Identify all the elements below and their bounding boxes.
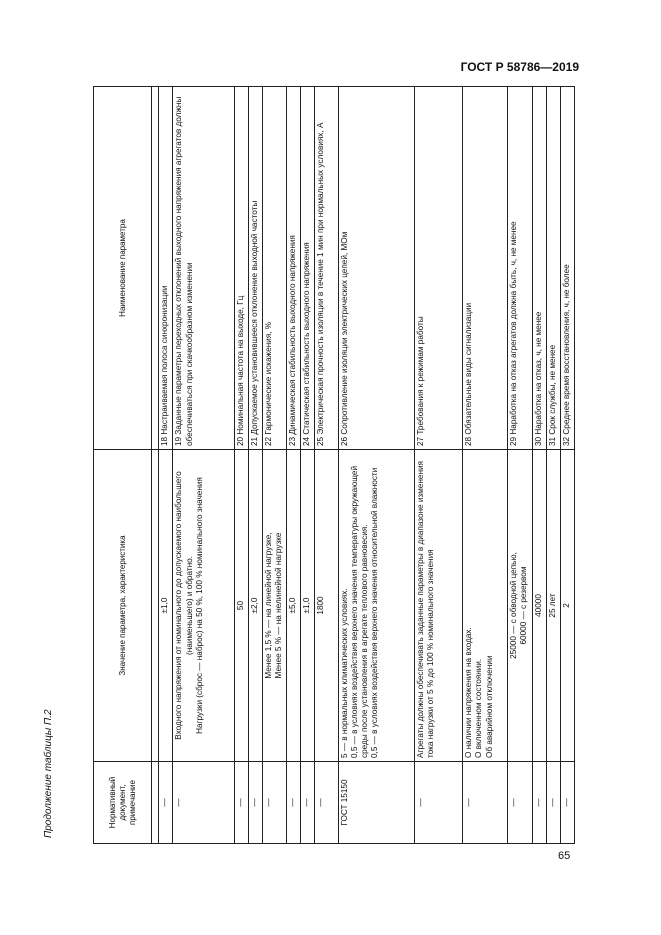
cell-parameter-name: 25 Электрическая прочность изоляции в течение 1 мин при нормальных условиях, А <box>315 87 338 450</box>
cell-doc: — <box>315 762 338 844</box>
cell-doc: — <box>463 762 507 844</box>
cell-parameter-name: 23 Динамическая стабильность выходного напряжения <box>287 87 301 450</box>
column-header-name: Наименование параметра <box>94 87 152 450</box>
cell-doc: — <box>159 762 173 844</box>
cell-value <box>532 450 546 762</box>
cell-parameter-name: 22 Гармонические искажения, % <box>262 87 287 450</box>
cell-parameter-name: 26 Сопротивление изоляции электрических цепей, МОм <box>338 87 414 450</box>
cell-parameter-name: 29 Наработка на отказ агрегатов должна быть, ч, не менее <box>507 87 532 450</box>
cell-parameter-name: 19 Заданные параметры переходных отклонений выходного напряжения агрегатов должны обеспечиваться при скачкообразном изменении <box>173 87 234 450</box>
cell-doc: — <box>301 762 315 844</box>
cell-doc: — <box>173 762 234 844</box>
table-row <box>301 87 315 844</box>
cell-parameter-name: 24 Статическая стабильность выходного напряжения <box>301 87 315 450</box>
table-row <box>463 87 507 844</box>
page-number: 65 <box>558 850 571 862</box>
cell-doc: — <box>287 762 301 844</box>
cell-value <box>507 450 532 762</box>
cell-value-line: ±2,0 <box>249 597 259 614</box>
cell-value <box>248 450 262 762</box>
cell-doc: — <box>234 762 248 844</box>
cell-value-line: О наличии напряжения на входах. <box>464 627 474 758</box>
cell-value <box>287 450 301 762</box>
table-row <box>248 87 262 844</box>
rotated-table-frame <box>93 87 575 844</box>
spacer-cell <box>152 450 159 762</box>
table-row <box>262 87 287 844</box>
cell-doc: — <box>532 762 546 844</box>
table-row <box>532 87 546 844</box>
spacer-cell <box>152 87 159 450</box>
cell-parameter-name: 28 Обязательные виды сигнализации <box>463 87 507 450</box>
table-row <box>507 87 532 844</box>
cell-value-line: 5 — в нормальных климатических условиях. <box>339 588 349 758</box>
cell-value-line: Агрегаты должны обеспечивать заданные параметры в диапазоне изменения тока нагрузки от 5 % до 100 % номинального значения <box>415 461 435 758</box>
cell-value-line: ±1,0 <box>160 597 170 614</box>
table-row <box>414 87 463 844</box>
cell-value-line: О включенном состоянии. <box>474 658 484 758</box>
column-header-doc: Нормативный документ, примечание <box>94 762 152 844</box>
cell-parameter-name: 27 Требования к режимам работы <box>414 87 463 450</box>
cell-value <box>159 450 173 762</box>
spacer-cell <box>152 762 159 844</box>
table-row <box>234 87 248 844</box>
cell-value-line: 40000 <box>533 594 543 617</box>
cell-value-line: 50 <box>235 600 245 611</box>
cell-doc: — <box>248 762 262 844</box>
cell-value-line: ±5,0 <box>288 597 298 614</box>
cell-value-line: 25 лет <box>547 593 557 618</box>
document-code: ГОСТ Р 58786—2019 <box>460 60 579 74</box>
cell-value-line: 25000 — с обводной цепью, <box>508 552 518 659</box>
cell-doc: — <box>560 762 574 844</box>
table-row <box>173 87 234 844</box>
cell-value <box>173 450 234 762</box>
cell-value-line: ±1,0 <box>302 597 312 614</box>
cell-parameter-name: 30 Наработка на отказ, ч, не менее <box>532 87 546 450</box>
cell-value <box>315 450 338 762</box>
cell-value-line: Входного напряжения от номинального до допускаемого наибольшего (наименьшего) и обратно. <box>174 471 194 740</box>
cell-value <box>301 450 315 762</box>
cell-doc: ГОСТ 15150 <box>338 762 414 844</box>
cell-doc: — <box>507 762 532 844</box>
table-row <box>315 87 338 844</box>
spacer-row <box>152 87 159 844</box>
cell-value <box>560 450 574 762</box>
cell-value-line: Менее 1,5 % — на линейной нагрузке, <box>263 532 273 679</box>
cell-value <box>546 450 560 762</box>
cell-doc: — <box>414 762 463 844</box>
table-row <box>560 87 574 844</box>
column-header-value: Значение параметра, характеристика <box>94 450 152 762</box>
cell-parameter-name: 20 Номинальная частота на выходе, Гц <box>234 87 248 450</box>
table-row <box>338 87 414 844</box>
cell-value <box>338 450 414 762</box>
cell-parameter-name: 18 Настраиваемая полоса синхронизации <box>159 87 173 450</box>
cell-value <box>262 450 287 762</box>
table-caption: Продолжение таблицы П.2 <box>43 709 54 838</box>
cell-value-line: 1800 <box>316 596 326 615</box>
table-row <box>546 87 560 844</box>
cell-value-line: 2 <box>561 603 571 608</box>
table-row <box>287 87 301 844</box>
cell-parameter-name: 32 Среднее время восстановления, ч, не более <box>560 87 574 450</box>
cell-value-line: 0,5 — в условиях воздействия верхнего значения температуры окружающей среды после установления в агрегате теплового равновесия. <box>349 465 370 758</box>
cell-value-line: 0,5 — в условиях воздействия верхнего значения относительной влажности <box>370 467 380 758</box>
cell-value-line: Нагрузки (сброс — наброс) на 50 %, 100 % номинального значения <box>194 477 204 734</box>
cell-doc: — <box>546 762 560 844</box>
cell-value-line: Менее 5 % — на нелинейной нагрузке <box>273 532 283 679</box>
table-body <box>152 87 575 844</box>
cell-value <box>414 450 463 762</box>
cell-parameter-name: 21 Допускаемое установившееся отклонение выходной частоты <box>248 87 262 450</box>
table-row <box>159 87 173 844</box>
cell-value-line: Об аварийном отключении <box>484 655 494 758</box>
cell-value <box>463 450 507 762</box>
cell-doc: — <box>262 762 287 844</box>
parameters-table <box>93 86 575 844</box>
cell-parameter-name: 31 Срок службы, не менее <box>546 87 560 450</box>
cell-value-line: 60000 — с резервом <box>518 566 528 645</box>
cell-value <box>234 450 248 762</box>
